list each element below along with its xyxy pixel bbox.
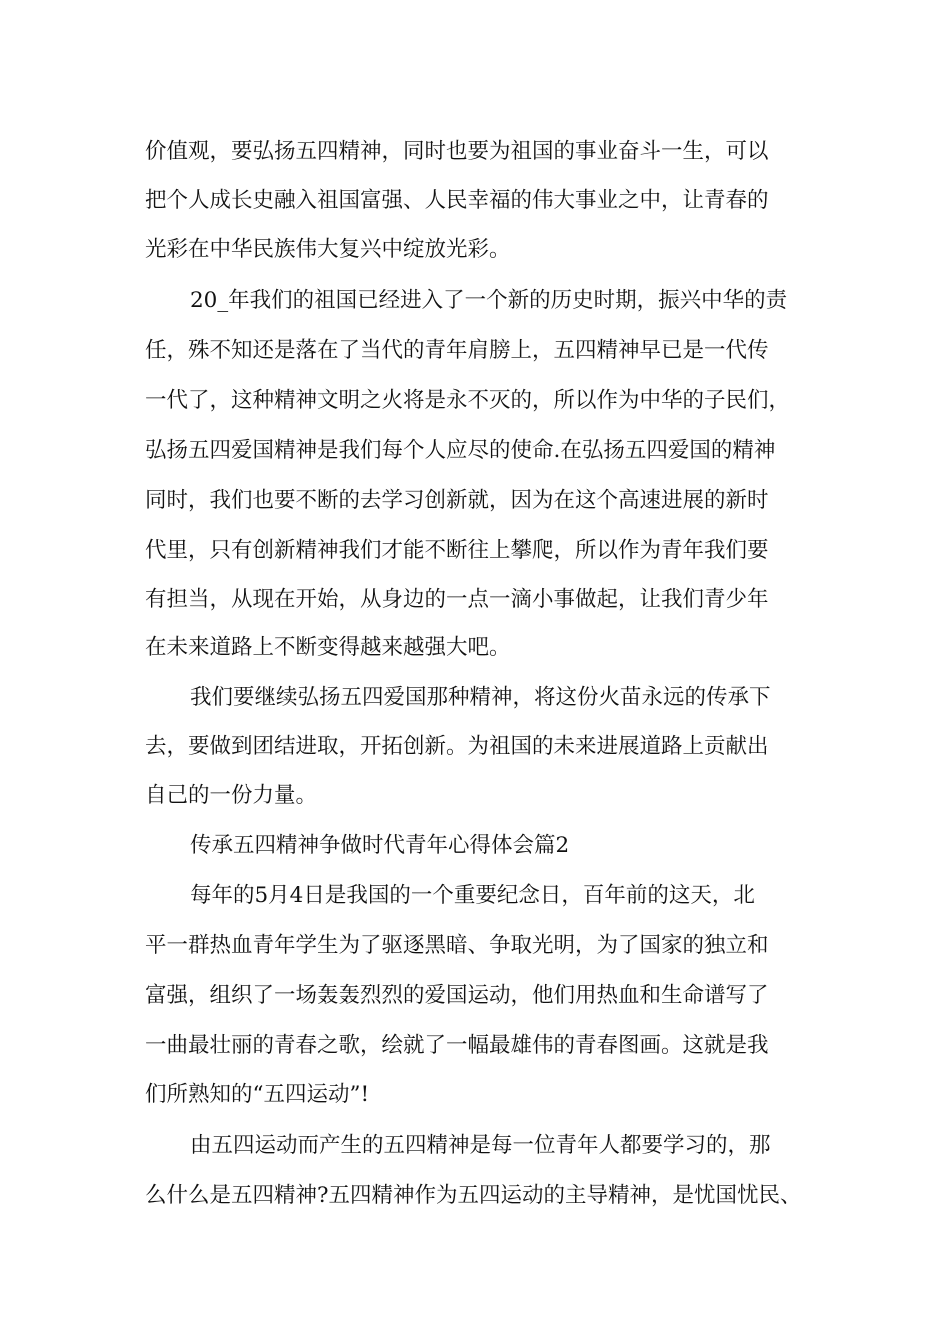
paragraph-3-line-2: 去，要做到团结进取，开拓创新。为祖国的未来进展道路上贡献出 xyxy=(145,734,769,759)
paragraph-2-line-5: 同时，我们也要不断的去学习创新就，因为在这个高速进展的新时 xyxy=(145,488,769,513)
paragraph-1-line-3: 光彩在中华民族伟大复兴中绽放光彩。 xyxy=(145,237,511,262)
paragraph-2-line-6: 代里，只有创新精神我们才能不断往上攀爬，所以作为青年我们要 xyxy=(145,538,769,563)
paragraph-5-line-1: 由五四运动而产生的五四精神是每一位青年人都要学习的，那 xyxy=(190,1133,771,1158)
paragraph-4-line-1: 每年的5月4日是我国的一个重要纪念日，百年前的这天，北 xyxy=(190,883,755,908)
paragraph-2-line-3: 一代了，这种精神文明之火将是永不灭的，所以作为中华的子民们， xyxy=(145,388,791,413)
section-heading: 传承五四精神争做时代青年心得体会篇2 xyxy=(190,833,570,858)
paragraph-2-line-2: 任，殊不知还是落在了当代的青年肩膀上，五四精神早已是一代传 xyxy=(145,338,769,363)
paragraph-2-line-8: 在未来道路上不断变得越来越强大吧。 xyxy=(145,635,511,660)
paragraph-4-line-3: 富强，组织了一场轰轰烈烈的爱国运动，他们用热血和生命谱写了 xyxy=(145,983,769,1008)
paragraph-2-line-1: 20_年我们的祖国已经进入了一个新的历史时期，振兴中华的责 xyxy=(190,288,788,313)
paragraph-1-line-2: 把个人成长史融入祖国富强、人民幸福的伟大事业之中，让青春的 xyxy=(145,188,769,213)
paragraph-1-line-1: 价值观，要弘扬五四精神，同时也要为祖国的事业奋斗一生，可以 xyxy=(145,139,769,164)
paragraph-3-line-3: 自己的一份力量。 xyxy=(145,783,318,808)
paragraph-5-line-2: 么什么是五四精神?五四精神作为五四运动的主导精神，是忧国忧民、 xyxy=(145,1183,802,1208)
paragraph-3-line-1: 我们要继续弘扬五四爱国那种精神，将这份火苗永远的传承下 xyxy=(190,685,771,710)
paragraph-2-line-7: 有担当，从现在开始，从身边的一点一滴小事做起，让我们青少年 xyxy=(145,587,769,612)
paragraph-4-line-2: 平一群热血青年学生为了驱逐黑暗、争取光明，为了国家的独立和 xyxy=(145,933,769,958)
paragraph-4-line-5: 们所熟知的“五四运动”! xyxy=(145,1082,370,1107)
paragraph-2-line-4: 弘扬五四爱国精神是我们每个人应尽的使命.在弘扬五四爱国的精神 xyxy=(145,438,776,463)
paragraph-4-line-4: 一曲最壮丽的青春之歌，绘就了一幅最雄伟的青春图画。这就是我 xyxy=(145,1033,769,1058)
